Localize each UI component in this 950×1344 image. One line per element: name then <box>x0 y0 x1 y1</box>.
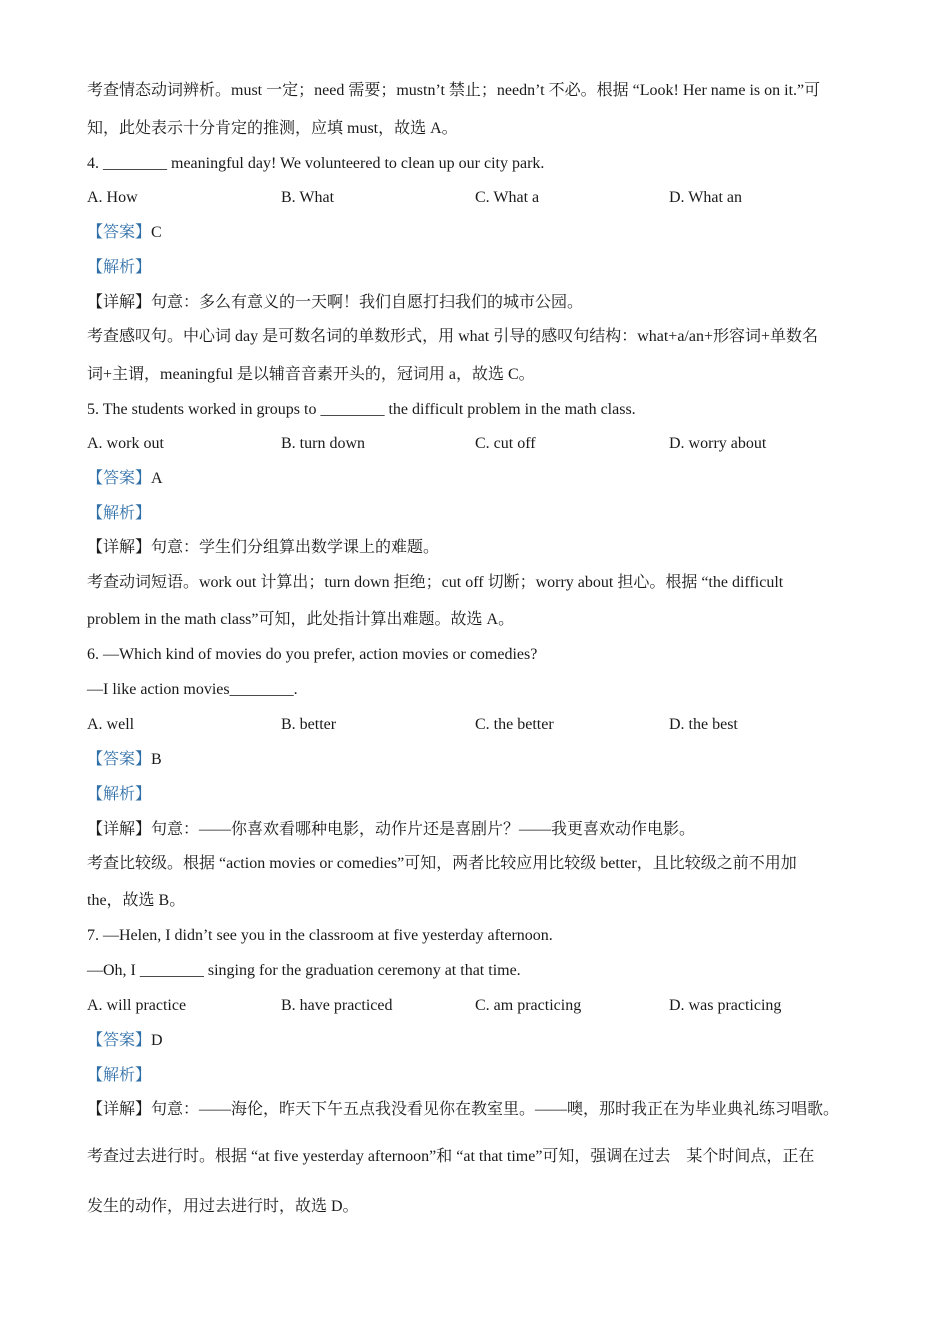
analysis-tag: 【解析】 <box>87 259 152 276</box>
question-6-detail <box>87 819 695 841</box>
question-6-stem: —I like action movies________. <box>87 681 298 698</box>
question-7-option-a: A. will practice <box>87 997 187 1014</box>
question-7-stem: 7. —Helen, I didn’t see you in the classroom at five yesterday afternoon. <box>87 927 553 944</box>
answer-value: C <box>151 224 162 241</box>
question-7-explain: 考查过去进行时。根据 “at five yesterday afternoon”和 “at that time”可知，强调在过去 某个时间点，正在 <box>87 1148 815 1165</box>
answer-tag: 【答案】 <box>87 751 152 768</box>
question-5-explain: problem in the math class”可知，此处指计算出难题。故选 A。 <box>87 611 515 628</box>
detail-tag: 【详解】 <box>87 821 152 838</box>
question-7-analysis <box>87 1065 151 1087</box>
detail-text: 句意：——海伦，昨天下午五点我没看见你在教室里。——噢，那时我正在为毕业典礼练习唱歌。 <box>151 1101 840 1118</box>
detail-tag: 【详解】 <box>87 1101 152 1118</box>
question-4-analysis <box>87 257 151 279</box>
answer-tag: 【答案】 <box>87 470 152 487</box>
question-5-stem: 5. The students worked in groups to ________ the difficult problem in the math class. <box>87 401 636 418</box>
detail-tag: 【详解】 <box>87 539 152 556</box>
answer-tag: 【答案】 <box>87 1032 152 1049</box>
answer-value: B <box>151 751 162 768</box>
question-7-detail <box>87 1099 839 1121</box>
question-6-option-d: D. the best <box>669 716 738 733</box>
question-5-option-d: D. worry about <box>669 435 767 452</box>
question-4-option-a: A. How <box>87 189 138 206</box>
question-5-analysis <box>87 503 151 525</box>
question-4-option-d: D. What an <box>669 189 743 206</box>
question-4-option-b: B. What <box>281 189 335 206</box>
question-7-answer <box>87 1030 163 1052</box>
question-6-stem: 6. —Which kind of movies do you prefer, action movies or comedies? <box>87 646 538 663</box>
question-7-explain: 发生的动作，用过去进行时，故选 D。 <box>87 1198 359 1215</box>
answer-value: D <box>151 1032 163 1049</box>
question-7-option-c: C. am practicing <box>475 997 582 1014</box>
question-4-explain: 考查感叹句。中心词 day 是可数名词的单数形式，用 what 引导的感叹句结构：what+a/an+形容词+单数名 <box>87 328 819 345</box>
detail-text: 句意：多么有意义的一天啊！我们自愿打扫我们的城市公园。 <box>151 294 584 311</box>
question-5-explain: 考查动词短语。work out 计算出；turn down 拒绝；cut off 切断；worry about 担心。根据 “the difficult <box>87 574 784 591</box>
question-6-option-a: A. well <box>87 716 135 733</box>
analysis-tag: 【解析】 <box>87 786 152 803</box>
question-5-option-a: A. work out <box>87 435 164 452</box>
analysis-tag: 【解析】 <box>87 1067 152 1084</box>
question-4-explain: 词+主谓，meaningful 是以辅音音素开头的，冠词用 a，故选 C。 <box>87 366 535 383</box>
detail-text: 句意：——你喜欢看哪种电影，动作片还是喜剧片？——我更喜欢动作电影。 <box>151 821 696 838</box>
analysis-tag: 【解析】 <box>87 505 152 522</box>
detail-text: 句意：学生们分组算出数学课上的难题。 <box>151 539 440 556</box>
question-7-option-b: B. have practiced <box>281 997 393 1014</box>
answer-value: A <box>151 470 163 487</box>
intro-line: 知，此处表示十分肯定的推测，应填 must，故选 A。 <box>87 120 458 137</box>
question-6-analysis <box>87 784 151 806</box>
question-5-option-b: B. turn down <box>281 435 365 452</box>
question-4-detail <box>87 292 583 314</box>
question-4-option-c: C. What a <box>475 189 540 206</box>
question-6-explain: 考查比较级。根据 “action movies or comedies”可知，两者比较应用比较级 better，且比较级之前不用加 <box>87 855 797 872</box>
question-7-stem: —Oh, I ________ singing for the graduation ceremony at that time. <box>87 962 521 979</box>
question-4-stem: 4. ________ meaningful day! We volunteered to clean up our city park. <box>87 155 545 172</box>
question-6-explain: the，故选 B。 <box>87 892 186 909</box>
question-4-answer <box>87 222 162 244</box>
question-6-answer <box>87 749 162 771</box>
intro-line: 考查情态动词辨析。must 一定；need 需要；mustn’t 禁止；needn’t 不必。根据 “Look! Her name is on it.”可 <box>87 82 821 99</box>
question-5-answer <box>87 468 163 490</box>
question-6-option-b: B. better <box>281 716 337 733</box>
question-5-option-c: C. cut off <box>475 435 536 452</box>
question-6-option-c: C. the better <box>475 716 554 733</box>
question-7-option-d: D. was practicing <box>669 997 782 1014</box>
detail-tag: 【详解】 <box>87 294 152 311</box>
answer-tag: 【答案】 <box>87 224 152 241</box>
question-5-detail <box>87 537 439 559</box>
